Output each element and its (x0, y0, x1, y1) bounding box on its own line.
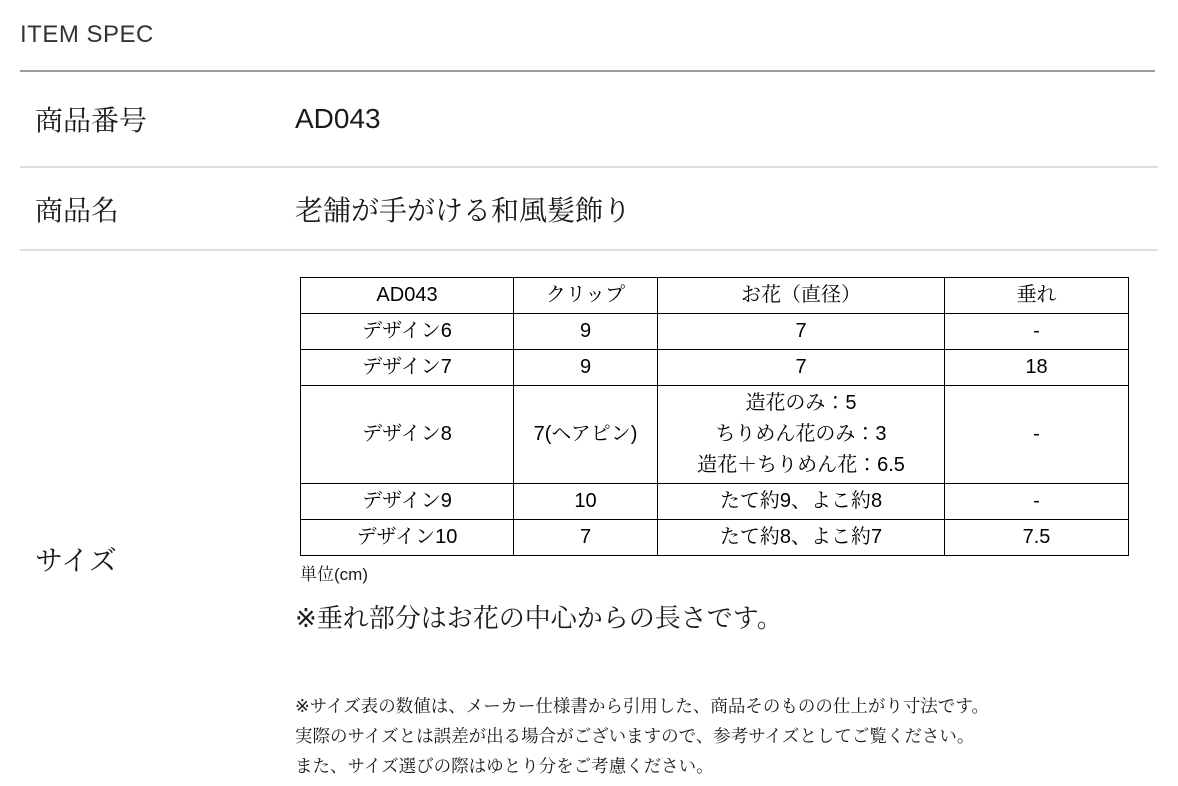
table-row (301, 314, 1129, 350)
cell-clip: 7 (514, 520, 658, 556)
size-label: サイズ (35, 545, 117, 576)
cell-design: デザイン7 (301, 350, 514, 386)
flower-line: 造花＋ちりめん花：6.5 (697, 454, 905, 476)
cell-clip: 7(ヘアピン) (514, 386, 658, 484)
cell-flower: 7 (658, 314, 945, 350)
cell-design: デザイン8 (301, 386, 514, 484)
unit-note: 単位(cm) (300, 565, 368, 584)
cell-clip: 9 (514, 350, 658, 386)
product-number-label: 商品番号 (35, 105, 148, 136)
cell-tare: - (945, 484, 1129, 520)
header-cell-model: AD043 (301, 278, 514, 314)
cell-tare: 7.5 (945, 520, 1129, 556)
table-row (301, 386, 1129, 484)
cell-design: デザイン9 (301, 484, 514, 520)
flower-line: ちりめん花のみ：3 (715, 423, 887, 445)
cell-clip: 10 (514, 484, 658, 520)
cell-design: デザイン6 (301, 314, 514, 350)
footnote-line: また、サイズ選びの際はゆとり分をご考慮ください。 (295, 756, 714, 776)
table-row (301, 484, 1129, 520)
cell-flower: たて約9、よこ約8 (658, 484, 945, 520)
cell-flower: 7 (658, 350, 945, 386)
tare-note: ※垂れ部分はお花の中心からの長さです。 (295, 603, 783, 633)
cell-design: デザイン10 (301, 520, 514, 556)
table-row (301, 350, 1129, 386)
size-table-header-row (301, 278, 1129, 314)
footnote-line: ※サイズ表の数値は、メーカー仕様書から引用した、商品そのものの仕上がり寸法です。 (295, 696, 990, 716)
size-content (295, 251, 1158, 781)
spec-row-size (20, 251, 1158, 781)
header-cell-clip: クリップ (514, 278, 658, 314)
cell-flower: たて約8、よこ約7 (658, 520, 945, 556)
product-name-label: 商品名 (35, 194, 120, 226)
footnote-line: 実際のサイズとは誤差が出る場合がございますので、参考サイズとしてご覧ください。 (295, 726, 975, 746)
cell-clip: 9 (514, 314, 658, 350)
cell-tare: 18 (945, 350, 1129, 386)
cell-flower (658, 386, 945, 484)
cell-tare: - (945, 314, 1129, 350)
spec-row-product-number (20, 72, 1158, 168)
section-title: ITEM SPEC (20, 21, 154, 48)
header-cell-flower: お花（直径） (658, 278, 945, 314)
product-number-value: AD043 (295, 103, 381, 134)
size-table (300, 277, 1129, 556)
spec-row-product-name (20, 168, 1158, 251)
flower-line: 造花のみ：5 (745, 392, 857, 414)
header-cell-tare: 垂れ (945, 278, 1129, 314)
footnotes (295, 691, 1158, 781)
product-name-value: 老舗が手がける和風髪飾り (295, 194, 632, 226)
cell-tare: - (945, 386, 1129, 484)
table-row (301, 520, 1129, 556)
